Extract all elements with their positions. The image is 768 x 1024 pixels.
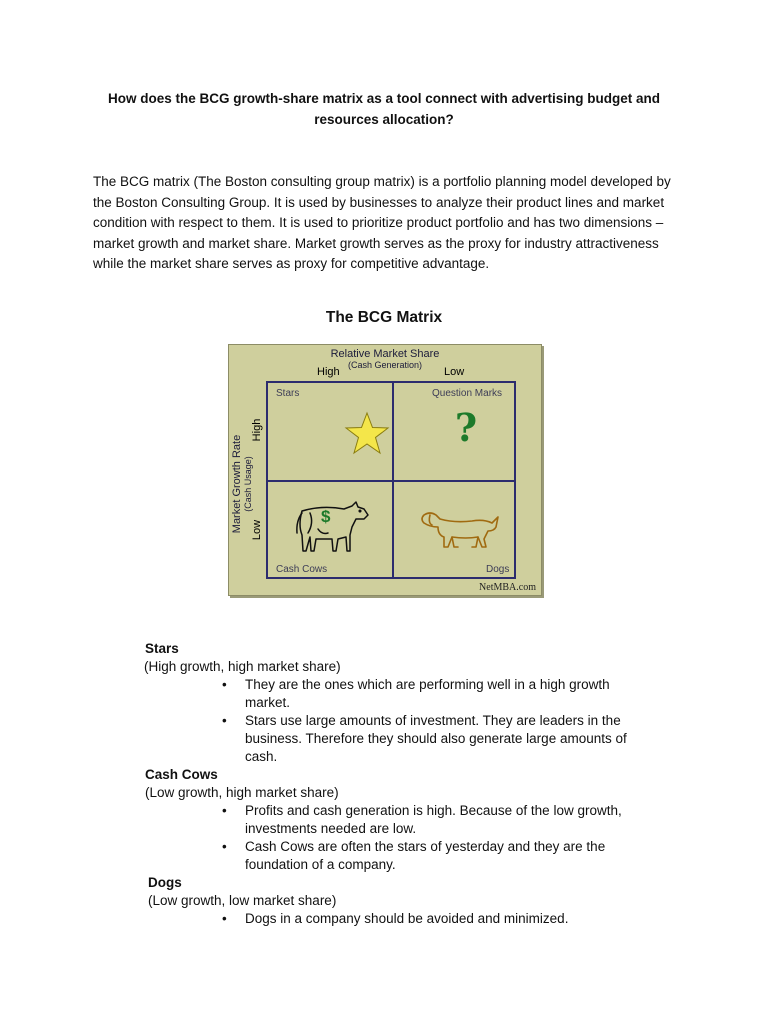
netmba-credit: NetMBA.com: [479, 582, 536, 593]
market-growth-rate-label: Market Growth Rate: [231, 434, 243, 534]
stars-heading: Stars: [145, 641, 179, 656]
list-item: • They are the ones which are performing well in a high growth market.: [222, 677, 610, 710]
cash-cows-quadrant-label: Cash Cows: [276, 564, 328, 575]
document-question: How does the BCG growth-share matrix as a tool connect with advertising budget and resources allocation?: [107, 91, 661, 127]
cash-cows-heading: Cash Cows: [145, 767, 218, 782]
matrix-title: The BCG Matrix: [325, 309, 443, 326]
dogs-quadrant-label: Dogs: [486, 564, 510, 575]
dollar-sign-icon: $: [321, 507, 331, 526]
stars-section: [145, 640, 665, 766]
dogs-heading: Dogs: [148, 875, 182, 890]
bullet-icon: •: [222, 713, 227, 728]
stars-subtitle: (High growth, high market share): [144, 659, 341, 674]
stars-quadrant-label: Stars: [276, 388, 300, 399]
cash-cows-subtitle: (Low growth, high market share): [145, 785, 339, 800]
bullet-icon: •: [222, 677, 227, 692]
dogs-subtitle: (Low growth, low market share): [148, 893, 337, 908]
row-low-label: Low: [251, 519, 263, 541]
row-high-label: High: [251, 418, 263, 442]
bullet-icon: •: [222, 803, 227, 818]
intro-paragraph: The BCG matrix (The Boston consulting group matrix) is a portfolio planning model developed by the Boston Consulting Group. It is used by businesses to analyze their product lines and market condition with respect to them. It is used to prioritize product portfolio and has two dimensions – market growth and market share. Market growth serves as the proxy for industry attractiveness while the market share serves as proxy for competitive advantage.: [93, 174, 671, 272]
dogs-section: [148, 874, 668, 928]
matrix-grid: [266, 381, 516, 579]
list-item: • Dogs in a company should be avoided and minimized.: [222, 911, 569, 926]
column-high-label: High: [317, 366, 340, 378]
cash-usage-label: (Cash Usage): [243, 456, 253, 512]
column-low-label: Low: [444, 366, 465, 378]
row-high-axis: [251, 415, 265, 445]
list-item: • Stars use large amounts of investment. They are leaders in the business. Therefore they should also generate large amounts of cash.: [222, 713, 627, 764]
dog-icon: [418, 509, 502, 553]
cow-icon: [292, 499, 372, 555]
question-mark-icon: ?: [454, 405, 478, 450]
grid-horizontal-divider: [268, 480, 514, 482]
relative-market-share-label: Relative Market Share: [330, 348, 440, 360]
list-item: • Cash Cows are often the stars of yesterday and they are the foundation of a company.: [222, 839, 606, 872]
cash-cows-section: [145, 766, 665, 874]
bullet-icon: •: [222, 839, 227, 854]
question-marks-quadrant-label: Question Marks: [432, 388, 503, 399]
row-low-axis: [251, 515, 265, 545]
star-icon: [344, 411, 390, 455]
list-item: • Profits and cash generation is high. Because of the low growth, investments needed are low.: [222, 803, 622, 836]
cash-generation-label: (Cash Generation): [347, 360, 423, 370]
bullet-icon: •: [222, 911, 227, 926]
bcg-matrix-figure: [228, 344, 542, 596]
